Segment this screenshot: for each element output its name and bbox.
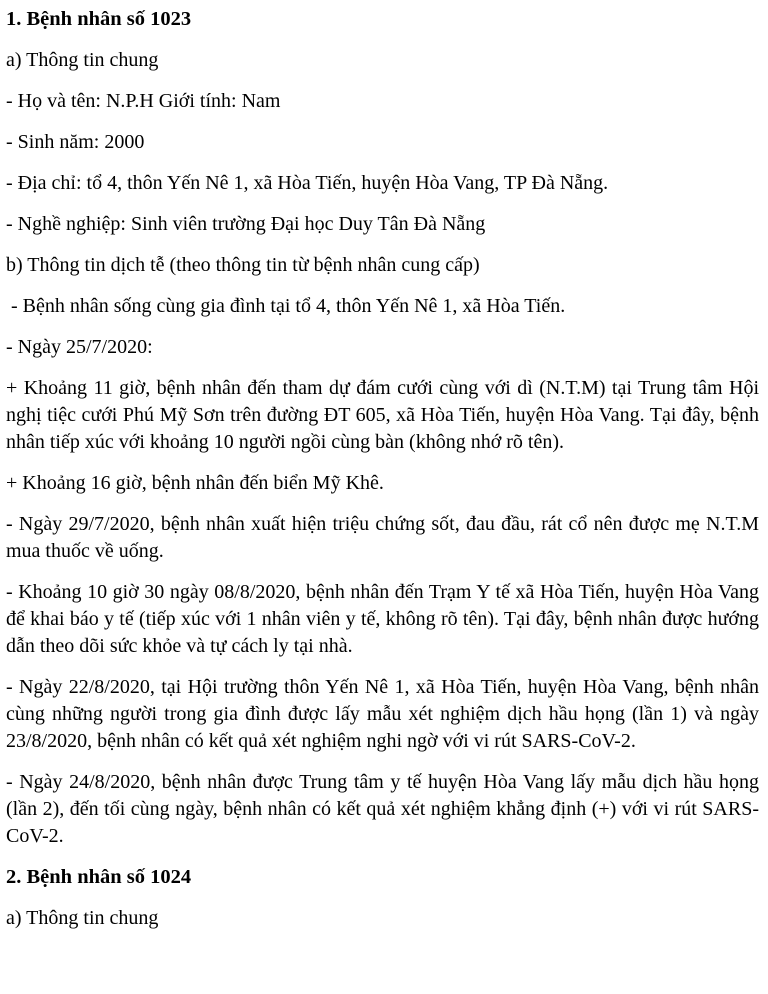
- birth-year-line: - Sinh năm: 2000: [6, 131, 145, 153]
- section-a-general-info-2: a) Thông tin chung: [6, 907, 159, 929]
- name-gender-line: - Họ và tên: N.P.H Giới tính: Nam: [6, 90, 281, 112]
- patient-1023-heading: 1. Bệnh nhân số 1023: [6, 8, 192, 30]
- section-a-general-info: a) Thông tin chung: [6, 49, 159, 71]
- wedding-event-paragraph: + Khoảng 11 giờ, bệnh nhân đến tham dự đám cưới cùng với dì (N.T.M) tại Trung tâm Hội nghị tiệc cưới Phú Mỹ Sơn trên đường ĐT 605, xã Hòa Tiến, huyện Hòa Vang. Tại đây, bệnh nhân tiếp xúc với khoảng 10 người ngồi cùng bàn (không nhớ rõ tên).: [6, 377, 759, 453]
- occupation-line: - Nghề nghiệp: Sinh viên trường Đại học Duy Tân Đà Nẵng: [6, 213, 486, 235]
- beach-event-line: + Khoảng 16 giờ, bệnh nhân đến biển Mỹ Khê.: [6, 472, 384, 494]
- section-b-epidemiology-info: b) Thông tin dịch tễ (theo thông tin từ bệnh nhân cung cấp): [6, 254, 480, 276]
- address-line: - Địa chỉ: tổ 4, thôn Yến Nê 1, xã Hòa Tiến, huyện Hòa Vang, TP Đà Nẵng.: [6, 172, 609, 194]
- patient-1024-heading: 2. Bệnh nhân số 1024: [6, 866, 192, 888]
- living-situation-line: - Bệnh nhân sống cùng gia đình tại tổ 4, thôn Yến Nê 1, xã Hòa Tiến.: [11, 295, 566, 317]
- sampling-22-8-paragraph: - Ngày 22/8/2020, tại Hội trường thôn Yến Nê 1, xã Hòa Tiến, huyện Hòa Vang, bệnh nhân cùng những người trong gia đình được lấy mẫu xét nghiệm dịch hầu họng (lần 1) và ngày 23/8/2020, bệnh nhân có kết quả xét nghiệm nghi ngờ với vi rút SARS-CoV-2.: [6, 676, 759, 752]
- confirmation-24-8-paragraph: - Ngày 24/8/2020, bệnh nhân được Trung tâm y tế huyện Hòa Vang lấy mẫu dịch hầu họng (lần 2), đến tối cùng ngày, bệnh nhân có kết quả xét nghiệm khẳng định (+) với vi rút SARS-CoV-2.: [6, 771, 759, 847]
- date-25-7-2020-line: - Ngày 25/7/2020:: [6, 336, 153, 358]
- symptoms-29-7-paragraph: - Ngày 29/7/2020, bệnh nhân xuất hiện triệu chứng sốt, đau đầu, rát cổ nên được mẹ N.T.M mua thuốc về uống.: [6, 513, 759, 562]
- health-station-8-8-paragraph: - Khoảng 10 giờ 30 ngày 08/8/2020, bệnh nhân đến Trạm Y tế xã Hòa Tiến, huyện Hòa Vang để khai báo y tế (tiếp xúc với 1 nhân viên y tế, không rõ tên). Tại đây, bệnh nhân được hướng dẫn theo dõi sức khỏe và tự cách ly tại nhà.: [6, 581, 759, 657]
